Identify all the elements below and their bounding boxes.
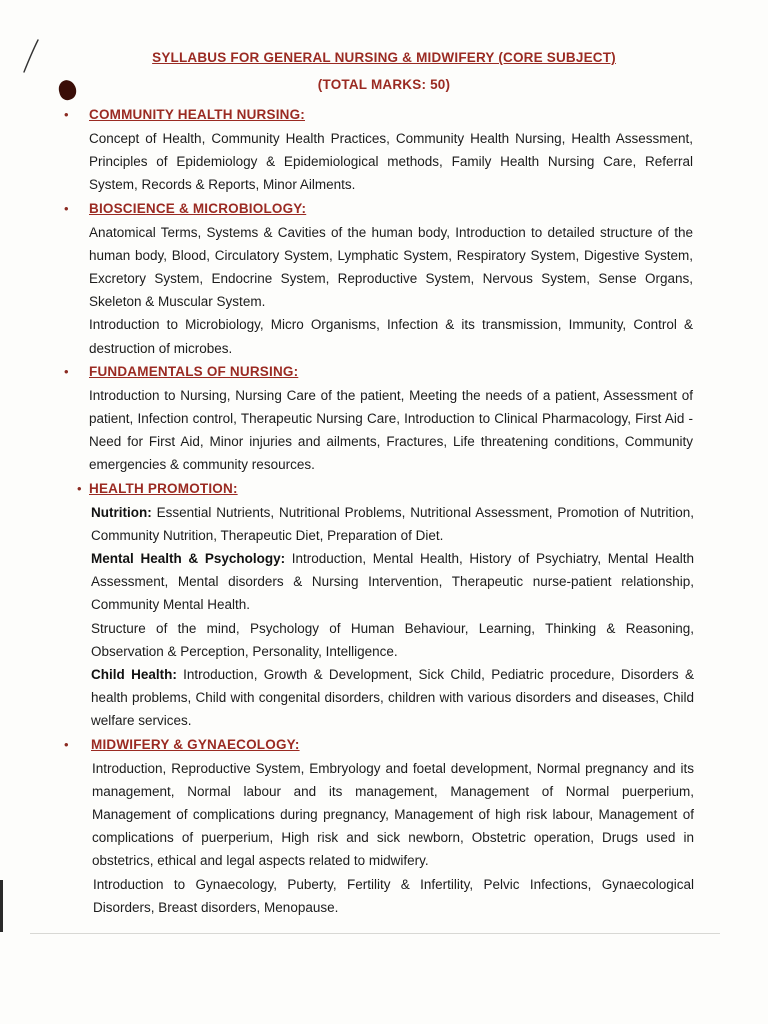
section-paragraph [0, 221, 693, 314]
bullet-icon: • [64, 107, 69, 122]
section-paragraph [0, 873, 694, 919]
paragraph-text: Introduction to Nursing, Nursing Care of the patient, Meeting the needs of a patient, Assessment of patient, Infection control, Therapeutic Nursing Care, Introduction to Clinical Pharmacology, First Aid - Need for First Aid, Minor injuries and ailments, Fractures, Life threatening conditions, Community emergencies & community resources. [89, 387, 693, 473]
section-midwifery-gynaecology [0, 733, 768, 919]
section-heading: BIOSCIENCE & MICROBIOLOGY: [89, 200, 307, 216]
paragraph-text: Anatomical Terms, Systems & Cavities of the human body, Introduction to detailed structure of the human body, Blood, Circulatory System, Lymphatic System, Respiratory System, Digestive System, Excretory System, Endocrine System, Reproductive System, Nervous System, Sense Organs, Skeleton & Muscular System. [89, 224, 693, 310]
bullet-icon: • [64, 363, 69, 379]
section-health-promotion [0, 477, 768, 733]
section-paragraph [0, 617, 694, 663]
bullet-icon: • [64, 736, 69, 752]
section-paragraph [0, 501, 694, 547]
syllabus-sections [0, 103, 768, 919]
paragraph-text: Introduction, Reproductive System, Embryology and foetal development, Normal pregnancy and its management, Normal labour and its management, Management of Normal puerperium, Management of complications during pregnancy, Management of high risk labour, Management of complications of puerperium, High risk and sick newborn, Obstetric operation, Drugs used in obstetrics, ethical and legal aspects related to midwifery. [92, 760, 694, 869]
section-heading: MIDWIFERY & GYNAECOLOGY: [91, 736, 300, 752]
section-bioscience-microbiology [0, 197, 768, 360]
paragraph-text: Concept of Health, Community Health Practices, Community Health Nursing, Health Assessment, Principles of Epidemiology & Epidemiological methods, Family Health Nursing Care, Referral System, Records & Reports, Minor Ailments. [89, 131, 693, 193]
section-heading: FUNDAMENTALS OF NURSING: [89, 363, 299, 379]
paragraph-text: Structure of the mind, Psychology of Human Behaviour, Learning, Thinking & Reasoning, Observation & Perception, Personality, Intelligence. [91, 620, 694, 659]
paragraph-label: Nutrition: [91, 504, 152, 520]
bullet-icon: • [64, 200, 69, 216]
section-paragraph [0, 547, 694, 617]
section-fundamentals-of-nursing [0, 360, 768, 477]
bullet-icon: • [77, 480, 82, 496]
section-paragraph [0, 384, 693, 477]
paragraph-text: Introduction to Gynaecology, Puberty, Fertility & Infertility, Pelvic Infections, Gynaecological Disorders, Breast disorders, Menopause. [93, 876, 694, 915]
paragraph-label: Mental Health & Psychology: [91, 551, 286, 567]
paragraph-text: Introduction to Microbiology, Micro Organisms, Infection & its transmission, Immunity, Control & destruction of microbes. [89, 317, 693, 356]
document-title: SYLLABUS FOR GENERAL NURSING & MIDWIFERY (CORE SUBJECT) [152, 50, 616, 65]
paragraph-label: Child Health: [91, 667, 177, 683]
section-paragraph [0, 127, 693, 197]
paragraph-text: Introduction, Growth & Development, Sick Child, Pediatric procedure, Disorders & health problems, Child with congenital disorders, children with various disorders and diseases, Child welfare services. [91, 667, 695, 729]
paragraph-text: Introduction, Mental Health, History of Psychiatry, Mental Health Assessment, Mental disorders & Nursing Intervention, Therapeutic nurse-patient relationship, Community Mental Health. [91, 551, 694, 613]
section-paragraph [0, 663, 694, 733]
section-heading: COMMUNITY HEALTH NURSING: [89, 107, 305, 122]
section-heading: HEALTH PROMOTION: [89, 480, 238, 496]
section-community-health-nursing [0, 103, 768, 197]
section-paragraph [0, 757, 694, 873]
scan-fold-line [30, 933, 720, 934]
total-marks: (TOTAL MARKS: 50) [317, 77, 451, 92]
scan-edge-shadow [0, 880, 3, 932]
section-paragraph [0, 313, 693, 359]
paragraph-text: Essential Nutrients, Nutritional Problems, Nutritional Assessment, Promotion of Nutrition, Community Nutrition, Therapeutic Diet, Preparation of Diet. [91, 504, 694, 543]
